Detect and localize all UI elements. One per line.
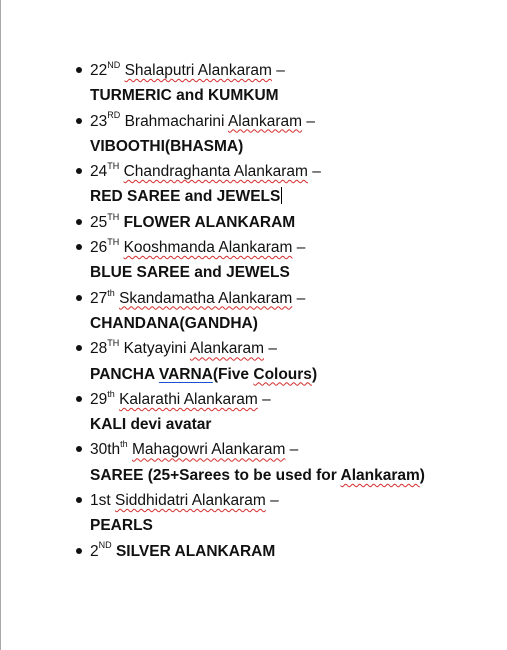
offering-text: BLUE SAREE and JEWELS [90, 264, 290, 282]
offering-part-squiggle: Colours [253, 365, 312, 383]
bullet-icon [76, 497, 82, 503]
deity-name: Siddhidatri Alankaram [115, 492, 266, 510]
offering-part: (Five [212, 365, 250, 383]
deity-name: Brahmacharini [124, 112, 225, 130]
deity-name: Katyayini [123, 340, 187, 358]
item-heading [90, 210, 425, 235]
item-heading [90, 336, 425, 361]
day-number: 23 [90, 112, 108, 130]
item-heading [90, 235, 425, 260]
list-item[interactable] [1, 437, 425, 488]
navratri-alankaram-list [1, 58, 425, 564]
dash: – [285, 441, 299, 459]
item-heading [90, 539, 425, 564]
deity-name: Kooshmanda Alankaram [123, 239, 293, 257]
day-suffix: ND [98, 540, 112, 551]
day-number: 27 [90, 289, 108, 307]
deity-name: Skandamatha Alankaram [119, 289, 293, 307]
list-item[interactable] [1, 387, 425, 438]
bullet-icon [76, 219, 82, 225]
list-item[interactable] [1, 159, 425, 210]
offering-part: ) [419, 466, 425, 484]
offering-text: TURMERIC and KUMKUM [90, 87, 279, 105]
bullet-icon [76, 396, 82, 402]
offering-text: CHANDANA(GANDHA) [90, 314, 258, 332]
item-heading [90, 159, 425, 184]
item-heading [90, 387, 425, 412]
dash: – [292, 239, 306, 257]
day-suffix: TH [107, 338, 120, 349]
day-suffix: TH [107, 236, 120, 247]
day-suffix: TH [107, 211, 120, 222]
item-heading [90, 109, 425, 134]
offering-text: KALI devi avatar [90, 416, 212, 434]
day-number: 1st [90, 492, 111, 510]
list-item[interactable] [1, 210, 425, 235]
bullet-icon [76, 345, 82, 351]
day-number: 2 [90, 542, 99, 560]
bullet-icon [76, 548, 82, 554]
bullet-icon [76, 446, 82, 452]
day-suffix: th [120, 439, 128, 450]
day-number: 28 [90, 340, 108, 358]
list-item[interactable] [1, 336, 425, 387]
offering-text: RED SAREE and JEWELS [90, 188, 281, 206]
dash: – [271, 62, 285, 79]
text-cursor [281, 187, 282, 204]
offering-line [90, 362, 425, 387]
list-item[interactable] [1, 286, 425, 337]
offering-part: SAREE (25+Sarees to be used for [90, 466, 341, 484]
day-suffix: TH [107, 161, 120, 172]
dash: – [264, 340, 277, 358]
dash: – [302, 112, 315, 130]
list-item[interactable] [1, 488, 425, 539]
dash: – [265, 492, 279, 510]
item-heading [90, 58, 425, 83]
day-number: 25 [90, 213, 108, 231]
day-suffix: RD [107, 110, 121, 121]
bullet-icon [76, 67, 82, 73]
bullet-icon [76, 118, 82, 124]
item-heading [90, 437, 425, 462]
item-heading [90, 488, 425, 513]
dash: – [292, 289, 306, 307]
offering-line [90, 463, 425, 488]
offering-text: SILVER ALANKARAM [115, 542, 276, 560]
day-number: 26 [90, 239, 108, 257]
list-item[interactable] [1, 539, 425, 564]
day-number: 24 [90, 163, 108, 181]
offering-text: FLOWER ALANKARAM [123, 213, 296, 231]
offering-part-squiggle: Alankaram [340, 466, 420, 484]
offering-part-underlined: VARNA [158, 365, 213, 383]
list-item[interactable] [1, 58, 425, 109]
offering-text: PEARLS [90, 517, 153, 535]
deity-name: Kalarathi Alankaram [119, 390, 258, 408]
day-suffix: ND [107, 59, 121, 70]
deity-name: Chandraghanta Alankaram [123, 163, 308, 181]
item-heading [90, 286, 425, 311]
offering-part: PANCHA [90, 365, 155, 383]
offering-text: VIBOOTHI(BHASMA) [90, 137, 244, 155]
deity-name: Shalaputri Alankaram [124, 62, 272, 79]
offering-line [90, 184, 425, 209]
day-number: 30th [90, 441, 121, 459]
bullet-icon [76, 295, 82, 301]
list-item[interactable] [1, 235, 425, 286]
offering-part: ) [311, 365, 318, 383]
deity-name-suffix: Alankaram [189, 340, 265, 358]
deity-name-suffix: Alankaram [227, 112, 303, 130]
day-suffix: th [107, 287, 115, 298]
deity-name: Mahagowri Alankaram [132, 441, 286, 459]
bullet-icon [76, 168, 82, 174]
dash: – [257, 390, 271, 408]
day-number: 22 [90, 62, 108, 79]
list-item[interactable] [1, 109, 425, 160]
dash: – [307, 163, 321, 181]
bullet-icon [76, 244, 82, 250]
day-suffix: th [107, 388, 115, 399]
day-number: 29 [90, 390, 108, 408]
